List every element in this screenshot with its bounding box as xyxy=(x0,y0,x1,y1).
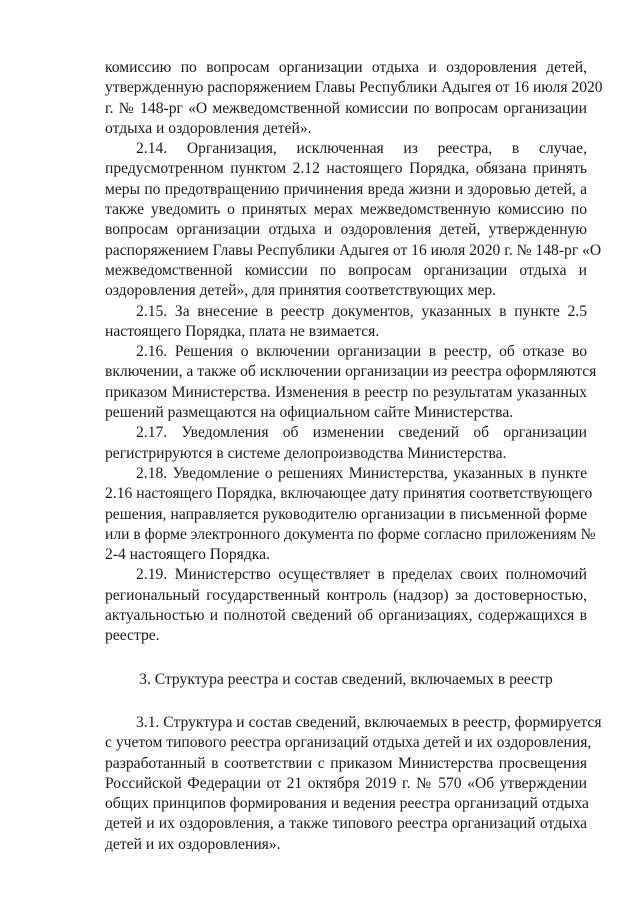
text-line: 3.1. Структура и состав сведений, включаемых в реестр, формируется xyxy=(136,713,602,731)
text-line: регистрируются в системе делопроизводства Министерства. xyxy=(105,444,507,462)
text-line: межведомственной комиссии по вопросам организации отдыха и xyxy=(105,261,587,279)
spacer xyxy=(105,690,587,713)
text-line: меры по предотвращению причинения вреда жизни и здоровью детей, а xyxy=(105,180,587,198)
text-line: детей и их оздоровления». xyxy=(105,835,281,853)
text-line: Российской Федерации от 21 октября 2019 г. № 570 «Об утверждении xyxy=(105,774,587,792)
text-line: 2-4 настоящего Порядка. xyxy=(105,546,270,564)
text-line: 2.19. Министерство осуществляет в пределах своих полномочий xyxy=(136,566,587,584)
spacer xyxy=(105,647,587,670)
paragraph-2-19 xyxy=(105,565,587,646)
paragraph-2-16 xyxy=(105,342,597,423)
text-line: решений размещаются на официальном сайте Министерства. xyxy=(105,404,514,422)
text-line: вопросам организации отдыха и оздоровления детей, утвержденную xyxy=(105,221,587,239)
text-line: настоящего Порядка, плата не взимается. xyxy=(105,322,380,340)
text-line: общих принципов формирования и ведения реестра организаций отдыха xyxy=(105,795,589,813)
text-line: распоряжением Главы Республики Адыгея от 16 июля 2020 г. № 148-рг «О xyxy=(105,241,602,259)
paragraph-2-17 xyxy=(105,423,587,464)
text-line: реестре. xyxy=(105,627,160,645)
paragraph-3-1 xyxy=(105,713,602,855)
text-line: утвержденную распоряжением Главы Республики Адыгея от 16 июля 2020 xyxy=(105,79,603,97)
text-line: приказом Министерства. Изменения в реестр по результатам указанных xyxy=(105,383,587,401)
text-line: также уведомить о принятых мерах межведомственную комиссию по xyxy=(105,201,587,219)
document-page xyxy=(105,58,603,855)
paragraph-2-18 xyxy=(105,464,596,565)
text-line: региональный государственный контроль (надзор) за достоверностью, xyxy=(105,586,587,604)
text-line: 2.15. За внесение в реестр документов, указанных в пункте 2.5 xyxy=(136,302,587,320)
text-line: разработанный в соответствии с приказом Министерства просвещения xyxy=(105,754,587,772)
text-line: актуальностью и полнотой сведений об организациях, содержащихся в xyxy=(105,607,587,625)
text-line: г. № 148-рг «О межведомственной комиссии по вопросам организации xyxy=(105,99,587,117)
text-line: с учетом типового реестра организаций отдыха детей и их оздоровления, xyxy=(105,734,592,752)
text-line: или в форме электронного документа по форме согласно приложениям № xyxy=(105,525,596,543)
paragraph-2-15 xyxy=(105,302,587,343)
text-line: детей и их оздоровления, а также типового реестра организаций отдыха xyxy=(105,815,587,833)
paragraph-2-14 xyxy=(105,139,602,301)
text-line: включении, а также об исключении организации из реестра оформляются xyxy=(105,363,597,381)
text-line: 2.18. Уведомление о решениях Министерства, указанных в пункте xyxy=(136,464,587,482)
text-line: 2.14. Организация, исключенная из реестра, в случае, xyxy=(136,140,587,158)
text-line: 2.16 настоящего Порядка, включающее дату принятия соответствующего xyxy=(105,485,593,503)
text-line: предусмотренном пунктом 2.12 настоящего Порядка, обязана принять xyxy=(105,160,587,178)
text-line: решения, направляется руководителю организации в письменной форме xyxy=(105,505,587,523)
section-heading: 3. Структура реестра и состав сведений, включаемых в реестр xyxy=(139,670,553,688)
text-line: 2.16. Решения о включении организации в реестр, об отказе во xyxy=(136,343,587,361)
text-line: отдыха и оздоровления детей». xyxy=(105,119,312,137)
text-line: оздоровления детей», для принятия соответствующих мер. xyxy=(105,282,497,300)
paragraph-continuation xyxy=(105,58,603,139)
text-line: 2.17. Уведомления об изменении сведений об организации xyxy=(136,424,587,442)
text-line: комиссию по вопросам организации отдыха и оздоровления детей, xyxy=(105,59,587,76)
